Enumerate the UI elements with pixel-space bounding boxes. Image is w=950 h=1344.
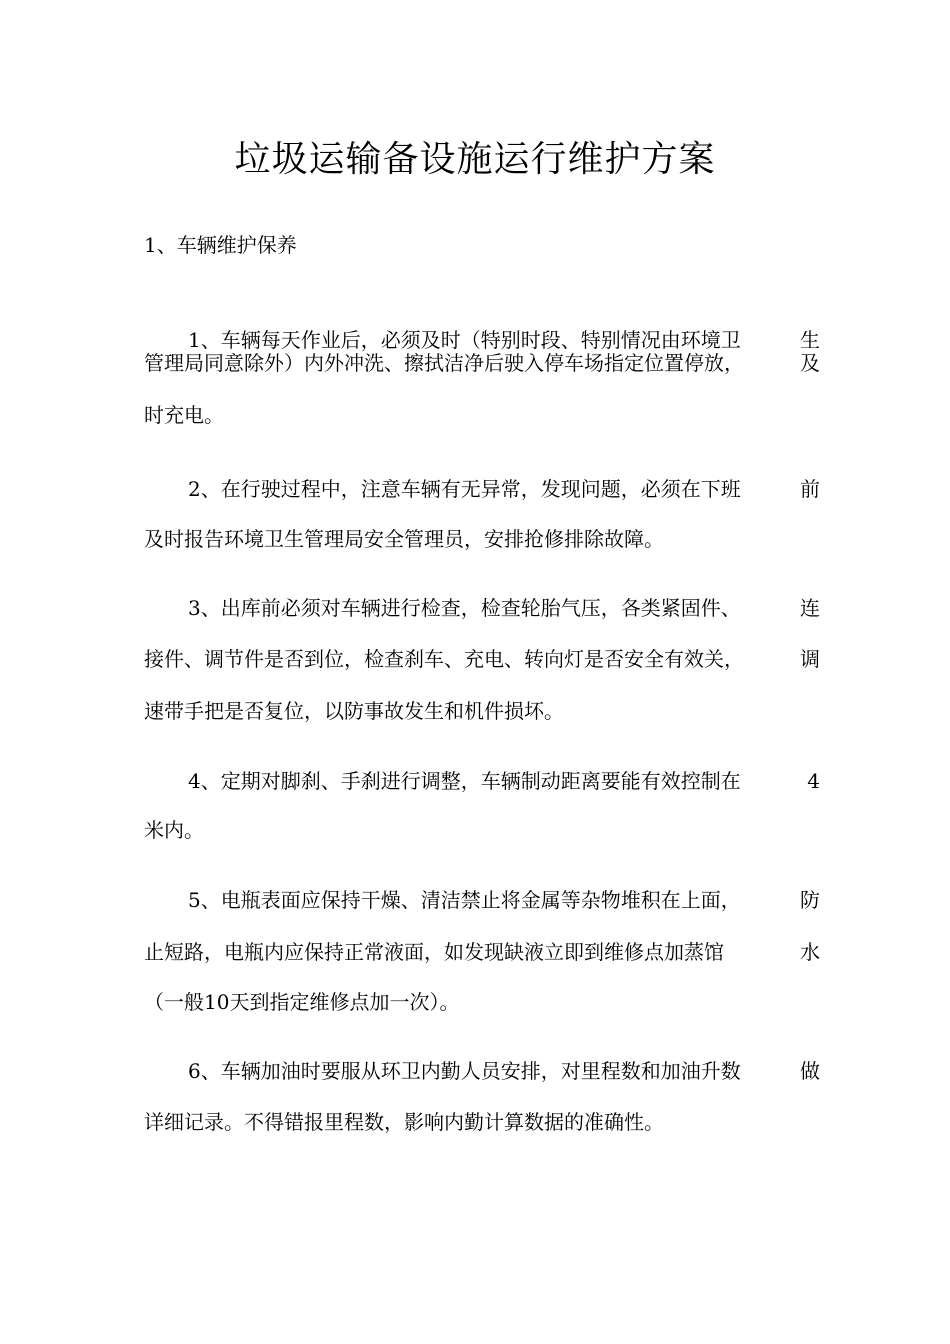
line-end-char: 前 xyxy=(800,477,820,501)
paragraph-line xyxy=(188,766,820,796)
line-text: 止短路，电瓶内应保持正常液面，如发现缺液立即到维修点加蒸馆 xyxy=(144,940,724,964)
paragraph-line xyxy=(188,1056,820,1086)
line-text: （一般10天到指定维修点加一次）。 xyxy=(144,990,460,1014)
line-end-char: 生 xyxy=(800,328,820,352)
paragraph-line xyxy=(144,644,820,674)
paragraph-line xyxy=(144,400,820,430)
line-text: 接件、调节件是否到位，检查刹车、充电、转向灯是否安全有效关， xyxy=(144,647,744,671)
line-text: 5、电瓶表面应保持干燥、清洁禁止将金属等杂物堆积在上面， xyxy=(188,888,741,912)
line-text: 4、定期对脚刹、手刹进行调整，车辆制动距离要能有效控制在 xyxy=(188,769,741,793)
paragraph-line xyxy=(144,987,820,1017)
paragraph-line xyxy=(144,524,820,554)
paragraph-line xyxy=(144,815,820,845)
line-end-char: 连 xyxy=(800,596,820,620)
line-end-char: 水 xyxy=(800,940,820,964)
paragraph-line xyxy=(188,885,820,915)
line-text: 时充电。 xyxy=(144,403,224,427)
line-end-char: 及 xyxy=(800,351,820,375)
section-heading: 1、车辆维护保养 xyxy=(144,233,297,257)
paragraph-line xyxy=(144,696,820,726)
paragraph-line xyxy=(188,593,820,623)
line-end-char: 防 xyxy=(800,888,820,912)
line-text: 1、车辆每天作业后，必须及时（特别时段、特别情况由环境卫 xyxy=(188,328,741,352)
paragraph-line xyxy=(144,348,820,378)
line-text: 3、出库前必须对车辆进行检查，检查轮胎气压，各类紧固件、 xyxy=(188,596,741,620)
line-end-char: 做 xyxy=(800,1059,820,1083)
line-text: 2、在行驶过程中，注意车辆有无异常，发现问题，必须在下班 xyxy=(188,477,741,501)
paragraph-line xyxy=(144,937,820,967)
document-title: 垃圾运输备设施运行维护方案 xyxy=(234,139,716,180)
line-text: 及时报告环境卫生管理局安全管理员，安排抢修排除故障。 xyxy=(144,527,664,551)
line-end-char: 4 xyxy=(807,769,820,793)
line-text: 管理局同意除外）内外冲洗、擦拭洁净后驶入停车场指定位置停放， xyxy=(144,351,744,375)
line-text: 详细记录。不得错报里程数，影响内勤计算数据的准确性。 xyxy=(144,1110,664,1134)
paragraph-line xyxy=(144,1107,820,1137)
line-text: 速带手把是否复位，以防事故发生和机件损坏。 xyxy=(144,699,564,723)
line-text: 米内。 xyxy=(144,818,204,842)
line-end-char: 调 xyxy=(800,647,820,671)
paragraph-line xyxy=(188,474,820,504)
line-text: 6、车辆加油时要服从环卫内勤人员安排，对里程数和加油升数 xyxy=(188,1059,741,1083)
